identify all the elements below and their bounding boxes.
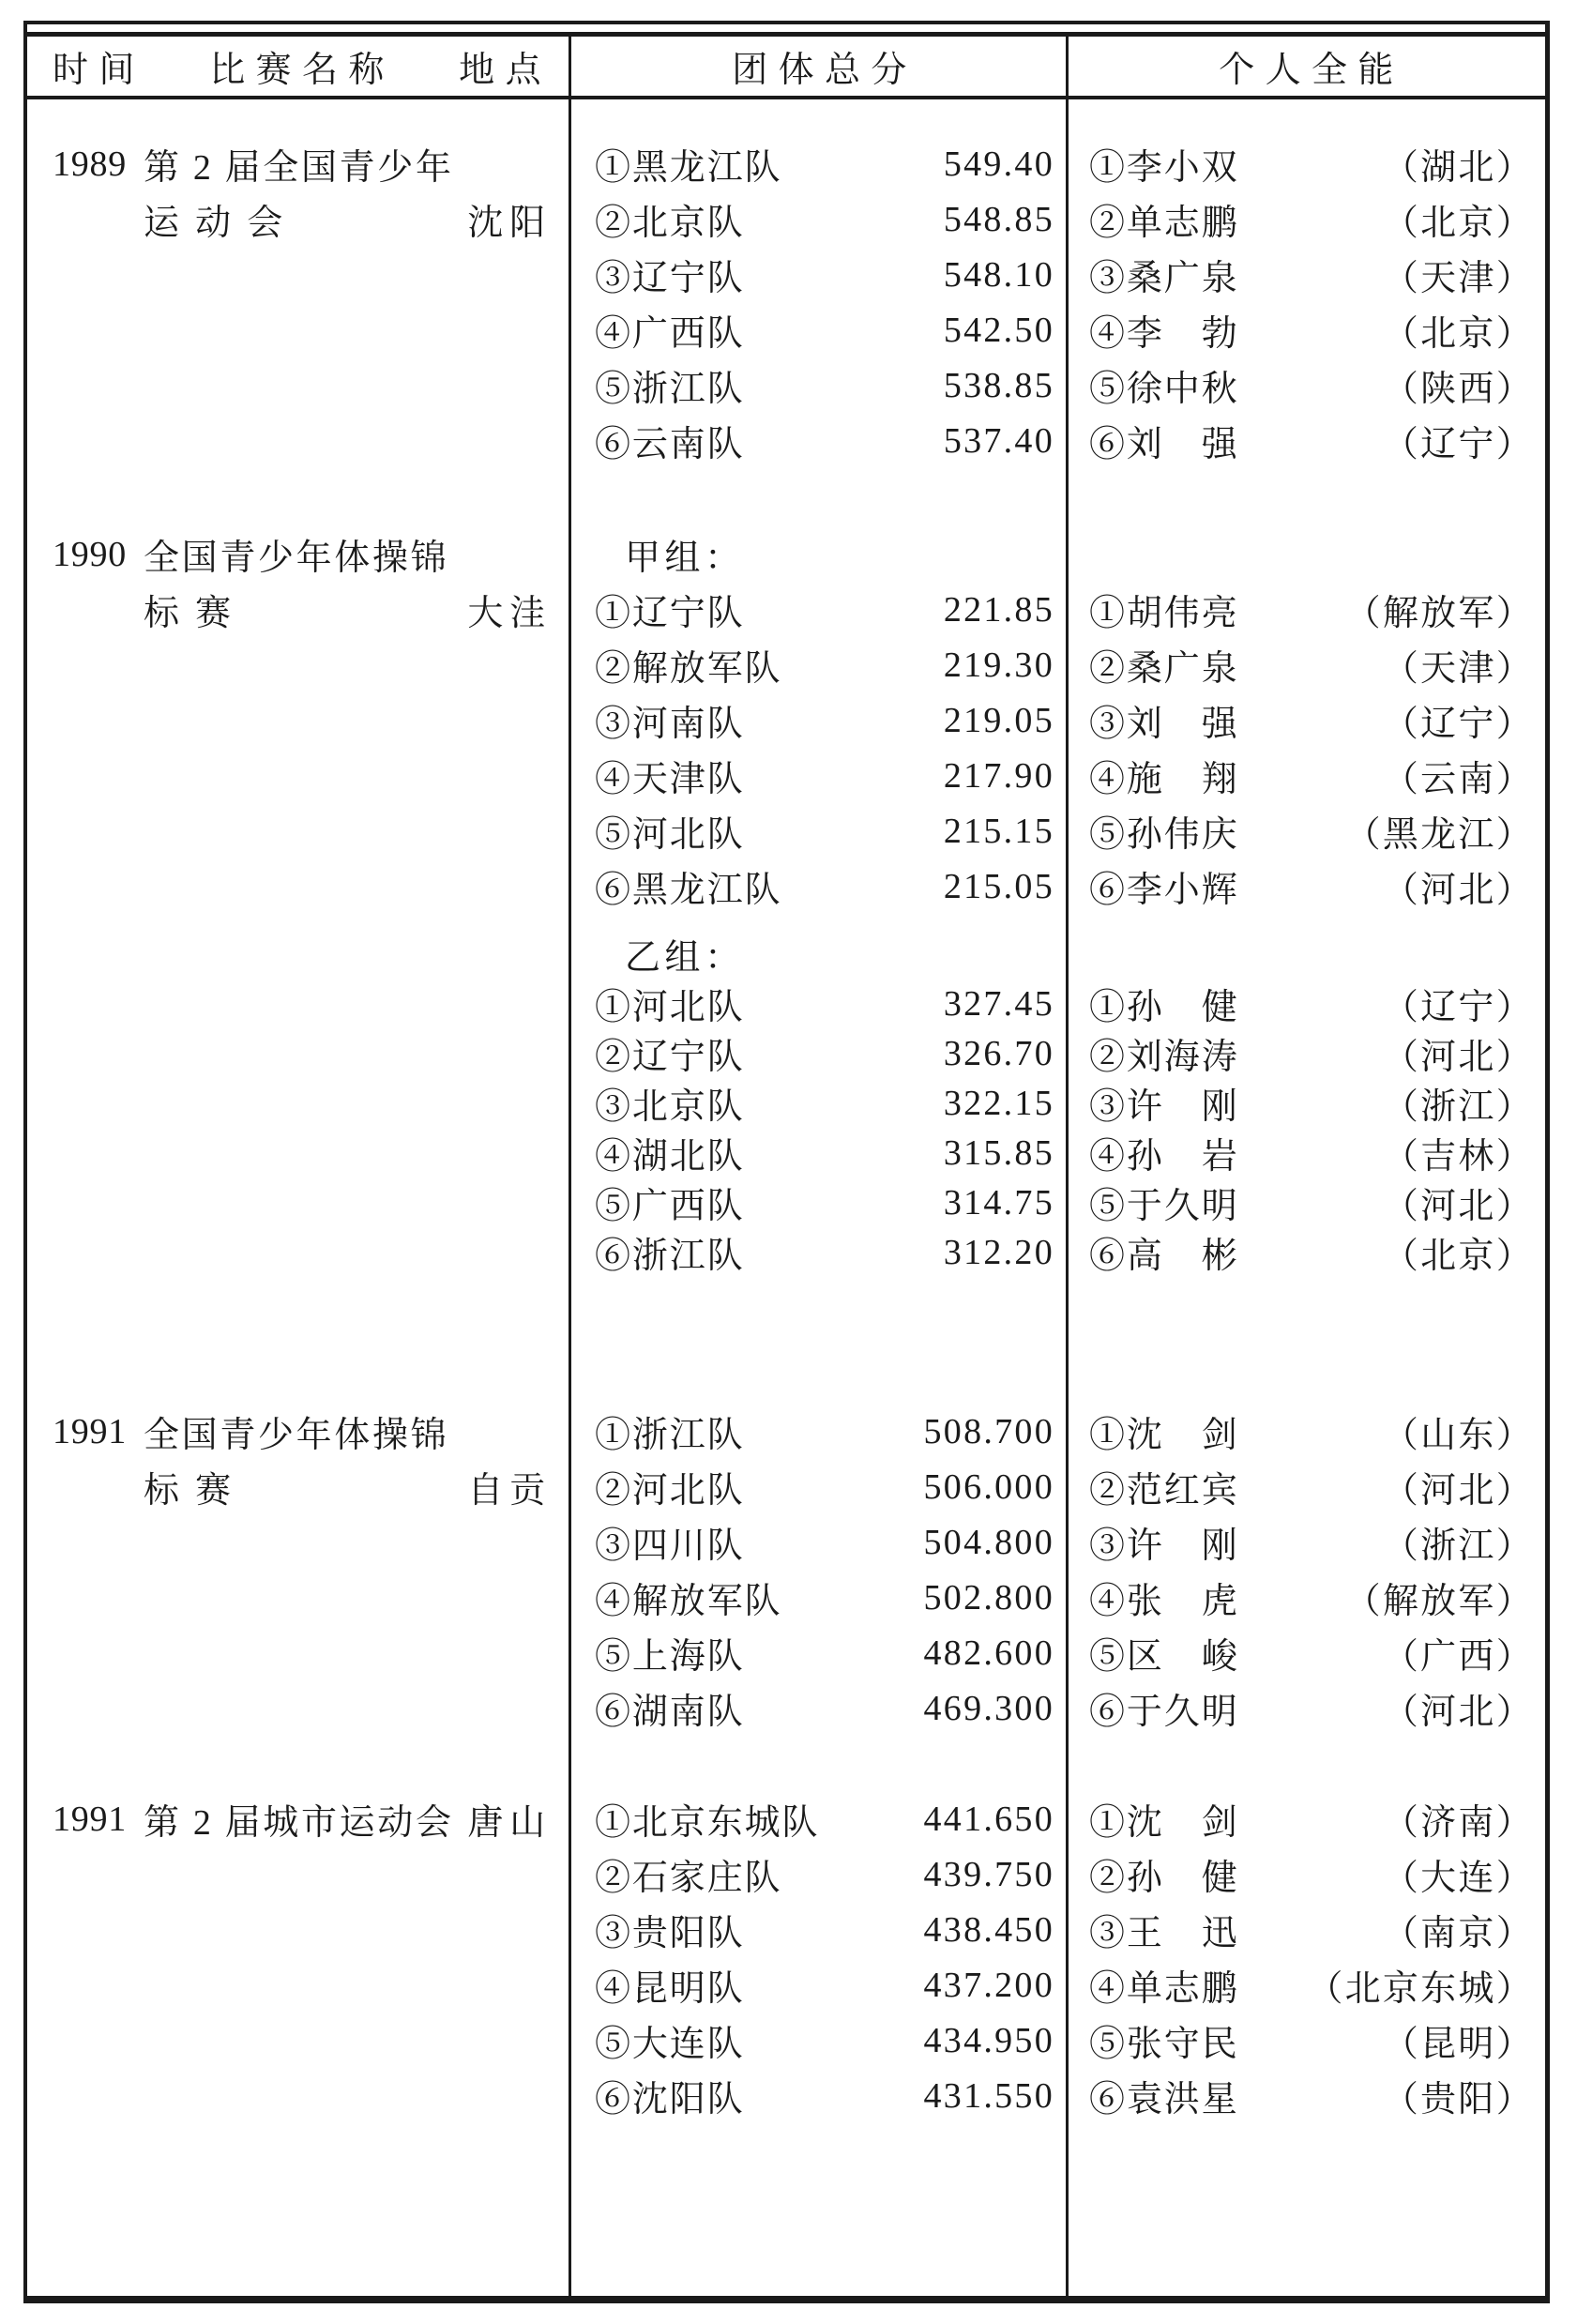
- individual-cell: [1066, 1791, 1545, 1846]
- individual-cell: [1066, 1570, 1545, 1625]
- data-row: [27, 413, 1545, 468]
- athlete-name: ⑤于久明: [1089, 1187, 1239, 1226]
- location-label: 沈阳: [467, 204, 552, 243]
- team-name: ①河北队: [595, 988, 745, 1027]
- team-cell: [569, 136, 1066, 191]
- individual-cell: [1066, 858, 1545, 914]
- athlete-name: ①胡伟亮: [1089, 594, 1239, 633]
- team-score: 315.85: [943, 1132, 1054, 1173]
- athlete-origin: （解放军）: [1344, 1582, 1534, 1621]
- athlete-origin: （辽宁）: [1382, 705, 1534, 744]
- team-score: 508.700: [923, 1411, 1054, 1451]
- individual-cell: [1066, 1680, 1545, 1736]
- athlete-name: ①李小双: [1089, 148, 1239, 188]
- event-name: 全国青少年体操锦: [144, 539, 449, 578]
- data-row: [27, 1791, 1545, 1846]
- group-label: 乙组：: [625, 938, 745, 978]
- individual-cell: [1066, 191, 1545, 247]
- event-name: 运动会: [144, 204, 299, 243]
- year-label: 1991: [53, 1411, 128, 1451]
- team-cell: [569, 582, 1066, 637]
- athlete-origin: （辽宁）: [1382, 425, 1534, 464]
- team-name: ③河南队: [595, 705, 745, 744]
- athlete-name: ①孙 健: [1089, 988, 1239, 1027]
- header-individual-cell: [1066, 37, 1545, 96]
- athlete-origin: （山东）: [1382, 1416, 1534, 1455]
- team-score: 504.800: [923, 1522, 1054, 1562]
- event-name: 全国青少年体操锦: [144, 1416, 449, 1455]
- event-name: 标赛: [144, 594, 248, 633]
- individual-cell: [1066, 2068, 1545, 2123]
- athlete-origin: （天津）: [1382, 649, 1534, 689]
- athlete-origin: （济南）: [1382, 1803, 1534, 1843]
- team-score: 326.70: [943, 1033, 1054, 1073]
- meta-cell: [27, 1459, 569, 1514]
- data-row: [27, 1514, 1545, 1570]
- data-row: [27, 582, 1545, 637]
- individual-cell: [1066, 413, 1545, 468]
- athlete-name: ⑥于久明: [1089, 1693, 1239, 1732]
- team-name: ①浙江队: [595, 1416, 745, 1455]
- athlete-name: ②单志鹏: [1089, 204, 1239, 243]
- athlete-name: ⑥高 彬: [1089, 1237, 1239, 1276]
- header-team-cell: [569, 37, 1066, 96]
- athlete-origin: （天津）: [1382, 259, 1534, 298]
- athlete-origin: （河北）: [1382, 1471, 1534, 1511]
- location-label: 唐山: [467, 1803, 552, 1843]
- data-row: [27, 1128, 1545, 1177]
- athlete-name: ④李 勃: [1089, 314, 1239, 354]
- team-score: 314.75: [943, 1182, 1054, 1223]
- team-name: ④广西队: [595, 314, 745, 354]
- team-cell: [569, 1078, 1066, 1128]
- team-cell: [569, 247, 1066, 302]
- team-score: 221.85: [943, 589, 1054, 630]
- data-row: [27, 1177, 1545, 1227]
- individual-cell: [1066, 582, 1545, 637]
- athlete-name: ②刘海涛: [1089, 1038, 1239, 1077]
- athlete-name: ④孙 岩: [1089, 1137, 1239, 1177]
- athlete-name: ③刘 强: [1089, 705, 1239, 744]
- team-name: ⑥云南队: [595, 425, 745, 464]
- athlete-origin: （河北）: [1382, 1038, 1534, 1077]
- team-name: ⑤广西队: [595, 1187, 745, 1226]
- location-label: 大洼: [467, 594, 552, 633]
- team-score: 437.200: [923, 1965, 1054, 2005]
- athlete-origin: （北京）: [1382, 314, 1534, 354]
- column-header-event: 比赛名称: [209, 51, 395, 90]
- team-cell: [569, 1227, 1066, 1277]
- individual-cell: [1066, 1625, 1545, 1680]
- athlete-name: ⑤张守民: [1089, 2025, 1239, 2064]
- team-score: 431.550: [923, 2075, 1054, 2116]
- team-score: 542.50: [943, 310, 1054, 350]
- group-label-row: [27, 929, 1545, 979]
- data-row: [27, 1902, 1545, 1957]
- team-score: 548.10: [943, 254, 1054, 295]
- individual-cell: [1066, 302, 1545, 357]
- team-cell: [569, 979, 1066, 1028]
- athlete-origin: （辽宁）: [1382, 988, 1534, 1027]
- team-cell: [569, 1177, 1066, 1227]
- data-row: [27, 1404, 1545, 1459]
- individual-cell: [1066, 1177, 1545, 1227]
- individual-cell: [1066, 979, 1545, 1028]
- filler-row: [27, 2123, 1545, 2296]
- individual-cell: [1066, 692, 1545, 748]
- team-name: ④湖北队: [595, 1137, 745, 1177]
- athlete-name: ③许 刚: [1089, 1527, 1239, 1566]
- athlete-name: ②孙 健: [1089, 1859, 1239, 1898]
- spacer-row: [27, 99, 1545, 136]
- data-row: [27, 637, 1545, 692]
- team-name: ①辽宁队: [595, 594, 745, 633]
- athlete-origin: （大连）: [1382, 1859, 1534, 1898]
- individual-cell: [1066, 1514, 1545, 1570]
- athlete-origin: （广西）: [1382, 1637, 1534, 1677]
- data-row: [27, 803, 1545, 858]
- individual-cell: [1066, 1404, 1545, 1459]
- athlete-origin: （云南）: [1382, 760, 1534, 799]
- team-score: 438.450: [923, 1909, 1054, 1950]
- team-cell: [569, 1680, 1066, 1736]
- team-name: ②石家庄队: [595, 1859, 782, 1898]
- team-cell: [569, 1128, 1066, 1177]
- team-cell: [569, 637, 1066, 692]
- year-label: 1991: [53, 1799, 128, 1839]
- meta-cell: [27, 191, 569, 247]
- individual-cell: [1066, 136, 1545, 191]
- athlete-origin: （贵阳）: [1382, 2080, 1534, 2119]
- team-name: ①黑龙江队: [595, 148, 782, 188]
- athlete-origin: （浙江）: [1382, 1087, 1534, 1127]
- team-name: ②河北队: [595, 1471, 745, 1511]
- spacer-row: [27, 1277, 1545, 1404]
- athlete-name: ①沈 剑: [1089, 1416, 1239, 1455]
- team-cell: [569, 1791, 1066, 1846]
- individual-cell: [1066, 1957, 1545, 2013]
- data-row: [27, 1028, 1545, 1078]
- results-table: [23, 21, 1550, 2303]
- header-meta-cell: [27, 37, 569, 96]
- group-label: 甲组：: [625, 539, 745, 578]
- group-label-cell: [569, 526, 1066, 582]
- team-score: 441.650: [923, 1799, 1054, 1839]
- team-cell: [569, 357, 1066, 413]
- year-label: 1990: [53, 534, 128, 574]
- team-score: 538.85: [943, 365, 1054, 405]
- data-row: [27, 1625, 1545, 1680]
- team-cell: [569, 1459, 1066, 1514]
- team-score: 502.800: [923, 1577, 1054, 1618]
- team-cell: [569, 413, 1066, 468]
- team-score: 215.15: [943, 811, 1054, 851]
- team-name: ⑤上海队: [595, 1637, 745, 1677]
- team-name: ②辽宁队: [595, 1038, 745, 1077]
- athlete-name: ④张 虎: [1089, 1582, 1239, 1621]
- meta-cell: [27, 526, 569, 582]
- athlete-origin: （黑龙江）: [1344, 815, 1534, 855]
- individual-cell: [1066, 637, 1545, 692]
- data-row: [27, 191, 1545, 247]
- athlete-name: ④单志鹏: [1089, 1969, 1239, 2009]
- athlete-origin: （湖北）: [1382, 148, 1534, 188]
- team-cell: [569, 803, 1066, 858]
- athlete-name: ④施 翔: [1089, 760, 1239, 799]
- individual-cell: [1066, 2013, 1545, 2068]
- data-row: [27, 692, 1545, 748]
- spacer-row: [27, 468, 1545, 526]
- data-row: [27, 1680, 1545, 1736]
- team-name: ⑤浙江队: [595, 370, 745, 409]
- team-name: ⑤河北队: [595, 815, 745, 855]
- individual-cell: [1066, 748, 1545, 803]
- team-cell: [569, 1570, 1066, 1625]
- team-name: ④解放军队: [595, 1582, 782, 1621]
- team-name: ⑥黑龙江队: [595, 871, 782, 910]
- team-name: ③四川队: [595, 1527, 745, 1566]
- data-row: [27, 748, 1545, 803]
- team-cell: [569, 1514, 1066, 1570]
- team-score: 312.20: [943, 1232, 1054, 1272]
- team-name: ②北京队: [595, 204, 745, 243]
- data-row: [27, 2068, 1545, 2123]
- individual-cell: [1066, 357, 1545, 413]
- athlete-origin: （河北）: [1382, 1187, 1534, 1226]
- athlete-name: ⑤孙伟庆: [1089, 815, 1239, 855]
- athlete-name: ⑥袁洪星: [1089, 2080, 1239, 2119]
- athlete-name: ③桑广泉: [1089, 259, 1239, 298]
- individual-cell: [1066, 1128, 1545, 1177]
- team-score: 482.600: [923, 1633, 1054, 1673]
- data-row: [27, 247, 1545, 302]
- athlete-name: ⑥李小辉: [1089, 871, 1239, 910]
- athlete-origin: （北京东城）: [1307, 1969, 1534, 2009]
- team-name: ③北京队: [595, 1087, 745, 1127]
- data-row: [27, 302, 1545, 357]
- individual-cell: [1066, 803, 1545, 858]
- column-header-individual: 个人全能: [1219, 51, 1404, 90]
- column-header-team-total: 团体总分: [732, 51, 917, 90]
- group-label-row: [27, 526, 1545, 582]
- data-row: [27, 1227, 1545, 1277]
- athlete-name: ⑤徐中秋: [1089, 370, 1239, 409]
- athlete-name: ②桑广泉: [1089, 649, 1239, 689]
- individual-cell: [1066, 1227, 1545, 1277]
- double-rule: [27, 24, 1545, 37]
- team-cell: [569, 858, 1066, 914]
- athlete-origin: （昆明）: [1382, 2025, 1534, 2064]
- athlete-name: ⑥刘 强: [1089, 425, 1239, 464]
- athlete-name: ③许 刚: [1089, 1087, 1239, 1127]
- individual-cell: [1066, 247, 1545, 302]
- data-row: [27, 136, 1545, 191]
- meta-cell: [27, 1791, 569, 1846]
- individual-cell: [1066, 1902, 1545, 1957]
- data-row: [27, 1846, 1545, 1902]
- team-name: ④昆明队: [595, 1969, 745, 2009]
- team-name: ①北京东城队: [595, 1803, 820, 1843]
- athlete-name: ①沈 剑: [1089, 1803, 1239, 1843]
- athlete-name: ②范红宾: [1089, 1471, 1239, 1511]
- team-score: 322.15: [943, 1083, 1054, 1123]
- individual-cell: [1066, 1846, 1545, 1902]
- team-score: 215.05: [943, 866, 1054, 906]
- data-row: [27, 979, 1545, 1028]
- team-score: 548.85: [943, 199, 1054, 239]
- team-score: 219.30: [943, 645, 1054, 685]
- data-row: [27, 2013, 1545, 2068]
- meta-cell: [27, 136, 569, 191]
- team-cell: [569, 692, 1066, 748]
- athlete-origin: （浙江）: [1382, 1527, 1534, 1566]
- athlete-origin: （北京）: [1382, 1237, 1534, 1276]
- column-header-location: 地点: [459, 51, 552, 90]
- team-cell: [569, 748, 1066, 803]
- team-cell: [569, 2068, 1066, 2123]
- athlete-origin: （河北）: [1382, 871, 1534, 910]
- team-score: 219.05: [943, 700, 1054, 740]
- team-cell: [569, 1957, 1066, 2013]
- column-header-time: 时间: [53, 51, 145, 90]
- data-row: [27, 1078, 1545, 1128]
- event-name: 第 2 届全国青少年: [144, 148, 454, 188]
- team-score: 439.750: [923, 1854, 1054, 1894]
- team-cell: [569, 2013, 1066, 2068]
- athlete-name: ⑤区 峻: [1089, 1637, 1239, 1677]
- team-score: 434.950: [923, 2020, 1054, 2060]
- team-cell: [569, 1625, 1066, 1680]
- team-cell: [569, 1404, 1066, 1459]
- data-row: [27, 1570, 1545, 1625]
- event-name: 标赛: [144, 1471, 248, 1511]
- individual-cell: [1066, 1459, 1545, 1514]
- athlete-origin: （吉林）: [1382, 1137, 1534, 1177]
- header-row: [27, 37, 1545, 99]
- meta-cell: [27, 1404, 569, 1459]
- spacer-row: [27, 914, 1545, 929]
- individual-cell: [1066, 1078, 1545, 1128]
- team-name: ⑥湖南队: [595, 1693, 745, 1732]
- team-cell: [569, 1902, 1066, 1957]
- data-row: [27, 357, 1545, 413]
- athlete-origin: （北京）: [1382, 204, 1534, 243]
- athlete-origin: （解放军）: [1344, 594, 1534, 633]
- team-name: ⑥浙江队: [595, 1237, 745, 1276]
- data-row: [27, 858, 1545, 914]
- meta-cell: [27, 582, 569, 637]
- team-score: 537.40: [943, 420, 1054, 461]
- data-row: [27, 1459, 1545, 1514]
- year-label: 1989: [53, 144, 128, 184]
- team-score: 469.300: [923, 1688, 1054, 1728]
- team-name: ②解放军队: [595, 649, 782, 689]
- team-score: 549.40: [943, 144, 1054, 184]
- athlete-origin: （陕西）: [1382, 370, 1534, 409]
- team-name: ③贵阳队: [595, 1914, 745, 1953]
- location-label: 自贡: [467, 1471, 552, 1511]
- team-name: ④天津队: [595, 760, 745, 799]
- team-cell: [569, 1846, 1066, 1902]
- team-name: ⑤大连队: [595, 2025, 745, 2064]
- team-name: ③辽宁队: [595, 259, 745, 298]
- team-score: 506.000: [923, 1466, 1054, 1507]
- athlete-origin: （南京）: [1382, 1914, 1534, 1953]
- team-score: 217.90: [943, 755, 1054, 796]
- athlete-name: ③王 迅: [1089, 1914, 1239, 1953]
- data-row: [27, 1957, 1545, 2013]
- team-name: ⑥沈阳队: [595, 2080, 745, 2119]
- group-label-cell: [569, 929, 1066, 979]
- team-score: 327.45: [943, 983, 1054, 1024]
- athlete-origin: （河北）: [1382, 1693, 1534, 1732]
- spacer-row: [27, 1736, 1545, 1791]
- team-cell: [569, 1028, 1066, 1078]
- team-cell: [569, 302, 1066, 357]
- individual-cell: [1066, 1028, 1545, 1078]
- team-cell: [569, 191, 1066, 247]
- event-name: 第 2 届城市运动会: [144, 1803, 454, 1843]
